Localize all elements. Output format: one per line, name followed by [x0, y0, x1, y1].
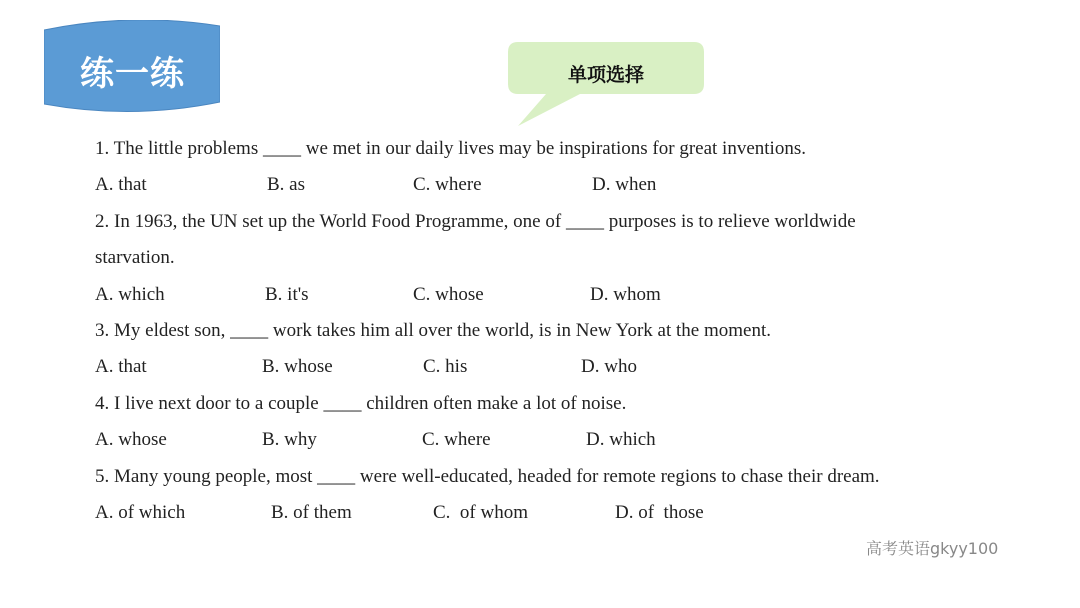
option-a: A. that — [95, 174, 147, 196]
question-2-stem-cont: starvation. — [95, 247, 175, 269]
option-a: A. that — [95, 356, 147, 378]
option-a: A. of which — [95, 501, 186, 523]
option-b: B. as — [267, 174, 305, 196]
banner-title: 练一练 — [80, 54, 185, 94]
option-d: D. whom — [590, 283, 661, 305]
watermark: 高考英语gkyy100 — [866, 539, 999, 558]
bubble-label: 单项选择 — [567, 64, 644, 86]
question-3-options — [95, 349, 995, 385]
option-c: C. of whom — [433, 501, 528, 523]
option-c: C. where — [422, 429, 491, 451]
option-a: A. whose — [95, 429, 167, 451]
title-banner — [44, 20, 220, 116]
option-c: C. where — [413, 174, 482, 196]
question-5-stem: 5. Many young people, most ____ were well-educated, headed for remote regions to chase their dream. — [95, 465, 880, 487]
option-b: B. why — [262, 429, 317, 451]
option-c: C. whose — [413, 283, 484, 305]
question-1-stem: 1. The little problems ____ we met in our daily lives may be inspirations for great inventions. — [95, 138, 806, 159]
option-b: B. of them — [271, 501, 352, 523]
question-3-stem: 3. My eldest son, ____ work takes him all over the world, is in New York at the moment. — [95, 319, 772, 341]
option-a: A. which — [95, 283, 165, 305]
question-5-options — [95, 495, 995, 531]
option-b: B. whose — [262, 356, 333, 378]
option-d: D. when — [592, 174, 657, 196]
question-4-stem: 4. I live next door to a couple ____ children often make a lot of noise. — [95, 392, 627, 414]
question-1-options — [95, 167, 995, 203]
section-bubble — [508, 42, 704, 128]
option-b: B. it's — [265, 283, 309, 305]
question-2-stem: 2. In 1963, the UN set up the World Food Programme, one of ____ purposes is to relieve worldwide — [95, 210, 856, 232]
option-d: D. which — [586, 429, 656, 451]
option-d: D. who — [581, 356, 637, 378]
option-c: C. his — [423, 356, 468, 378]
question-4-options — [95, 422, 995, 458]
option-d: D. of those — [615, 501, 704, 523]
question-2-options — [95, 277, 995, 313]
question-list — [95, 131, 995, 531]
